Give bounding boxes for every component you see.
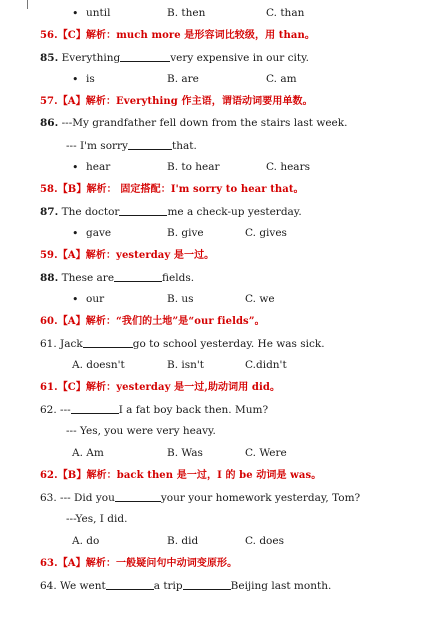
question-86 (40, 117, 347, 130)
question-text: Everything (61, 52, 121, 64)
question-text: These are (61, 272, 115, 284)
answer-blank (83, 337, 133, 348)
question-text: me a check-up yesterday. (167, 206, 302, 218)
option-bullet: • (72, 73, 79, 86)
answer-56: 56.【C】解析：much more 是形容词比较级，用 than。 (40, 30, 315, 41)
answer-60: 60.【A】解析：“我们的土地”是“our fields”。 (40, 316, 265, 327)
question-text: --- Yes, you were very heavy. (66, 425, 216, 437)
option-a: is (86, 73, 95, 85)
option-b: B. to hear (167, 161, 220, 173)
question-text: ---Yes, I did. (66, 513, 128, 525)
question-number: 87. (40, 206, 59, 218)
answer-57: 57.【A】解析：Everything 作主语，谓语动词要用单数。 (40, 96, 313, 107)
question-63-reply (66, 513, 127, 526)
option-c: C. am (266, 73, 297, 85)
option-c: C.didn't (245, 359, 287, 371)
answer-blank (119, 205, 167, 216)
option-a: A. Am (72, 447, 104, 459)
option-b: B. Was (167, 447, 203, 459)
question-text: a trip (153, 580, 183, 592)
question-text: ---My grandfather fell down from the stairs last week. (61, 117, 348, 129)
answer-blank (71, 403, 119, 414)
option-a: A. doesn't (72, 359, 125, 371)
question-text: The doctor (61, 206, 120, 218)
question-text: 64. We went (40, 580, 106, 592)
answer-63: 63.【A】解析：一般疑问句中动词变原形。 (40, 558, 238, 569)
question-64 (40, 579, 331, 593)
option-b: B. us (167, 293, 194, 305)
option-bullet: • (72, 293, 79, 306)
question-text: 62. --- (40, 404, 71, 416)
option-a: gave (86, 227, 112, 239)
question-text: 63. --- Did you (40, 492, 115, 504)
question-number: 86. (40, 117, 59, 129)
answer-59: 59.【A】解析：yesterday 是一过。 (40, 250, 215, 261)
option-b: B. are (167, 73, 199, 85)
option-bullet: • (72, 7, 79, 20)
option-c: C. gives (245, 227, 287, 239)
answer-62: 62.【B】解析：back then 是一过，I 的 be 动词是 was。 (40, 470, 322, 481)
question-86-reply (66, 139, 197, 153)
question-87 (40, 205, 302, 219)
option-b: B. did (167, 535, 199, 547)
question-text: 61. Jack (40, 338, 83, 350)
question-text: go to school yesterday. He was sick. (132, 338, 325, 350)
answer-blank (128, 139, 172, 150)
answer-blank (115, 491, 161, 502)
answer-blank (183, 579, 231, 590)
option-c: C. does (245, 535, 284, 547)
question-text: very expensive in our city. (170, 52, 309, 64)
option-b: B. isn't (167, 359, 205, 371)
answer-61: 61.【C】解析：yesterday 是一过,助动词用 did。 (40, 382, 281, 393)
option-c: C. we (245, 293, 275, 305)
answer-blank (106, 579, 154, 590)
question-text: your your homework yesterday, Tom? (160, 492, 361, 504)
question-text: Beijing last month. (230, 580, 332, 592)
question-61 (40, 337, 325, 351)
answer-blank (114, 271, 162, 282)
option-a: hear (86, 161, 111, 173)
option-a: our (86, 293, 105, 305)
question-number: 88. (40, 272, 59, 284)
answer-blank (120, 51, 170, 62)
answer-58: 58.【B】解析： 固定搭配：I'm sorry to hear that。 (40, 184, 304, 195)
option-bullet: • (72, 227, 79, 240)
option-c: C. than (266, 7, 305, 19)
option-c: C. Were (245, 447, 287, 459)
option-bullet: • (72, 161, 79, 174)
page-corner-mark (27, 0, 28, 9)
question-62 (40, 403, 268, 417)
question-62-reply (66, 425, 216, 438)
option-a: A. do (72, 535, 100, 547)
question-85 (40, 51, 309, 65)
question-88 (40, 271, 194, 285)
question-text: that. (172, 140, 197, 152)
option-b: B. give (167, 227, 204, 239)
question-text: I a fat boy back then. Mum? (118, 404, 269, 416)
question-63 (40, 491, 360, 505)
question-number: 85. (40, 52, 59, 64)
option-c: C. hears (266, 161, 310, 173)
question-text: --- I'm sorry (66, 140, 128, 152)
option-a: until (86, 7, 111, 19)
option-b: B. then (167, 7, 206, 19)
question-text: fields. (162, 272, 195, 284)
